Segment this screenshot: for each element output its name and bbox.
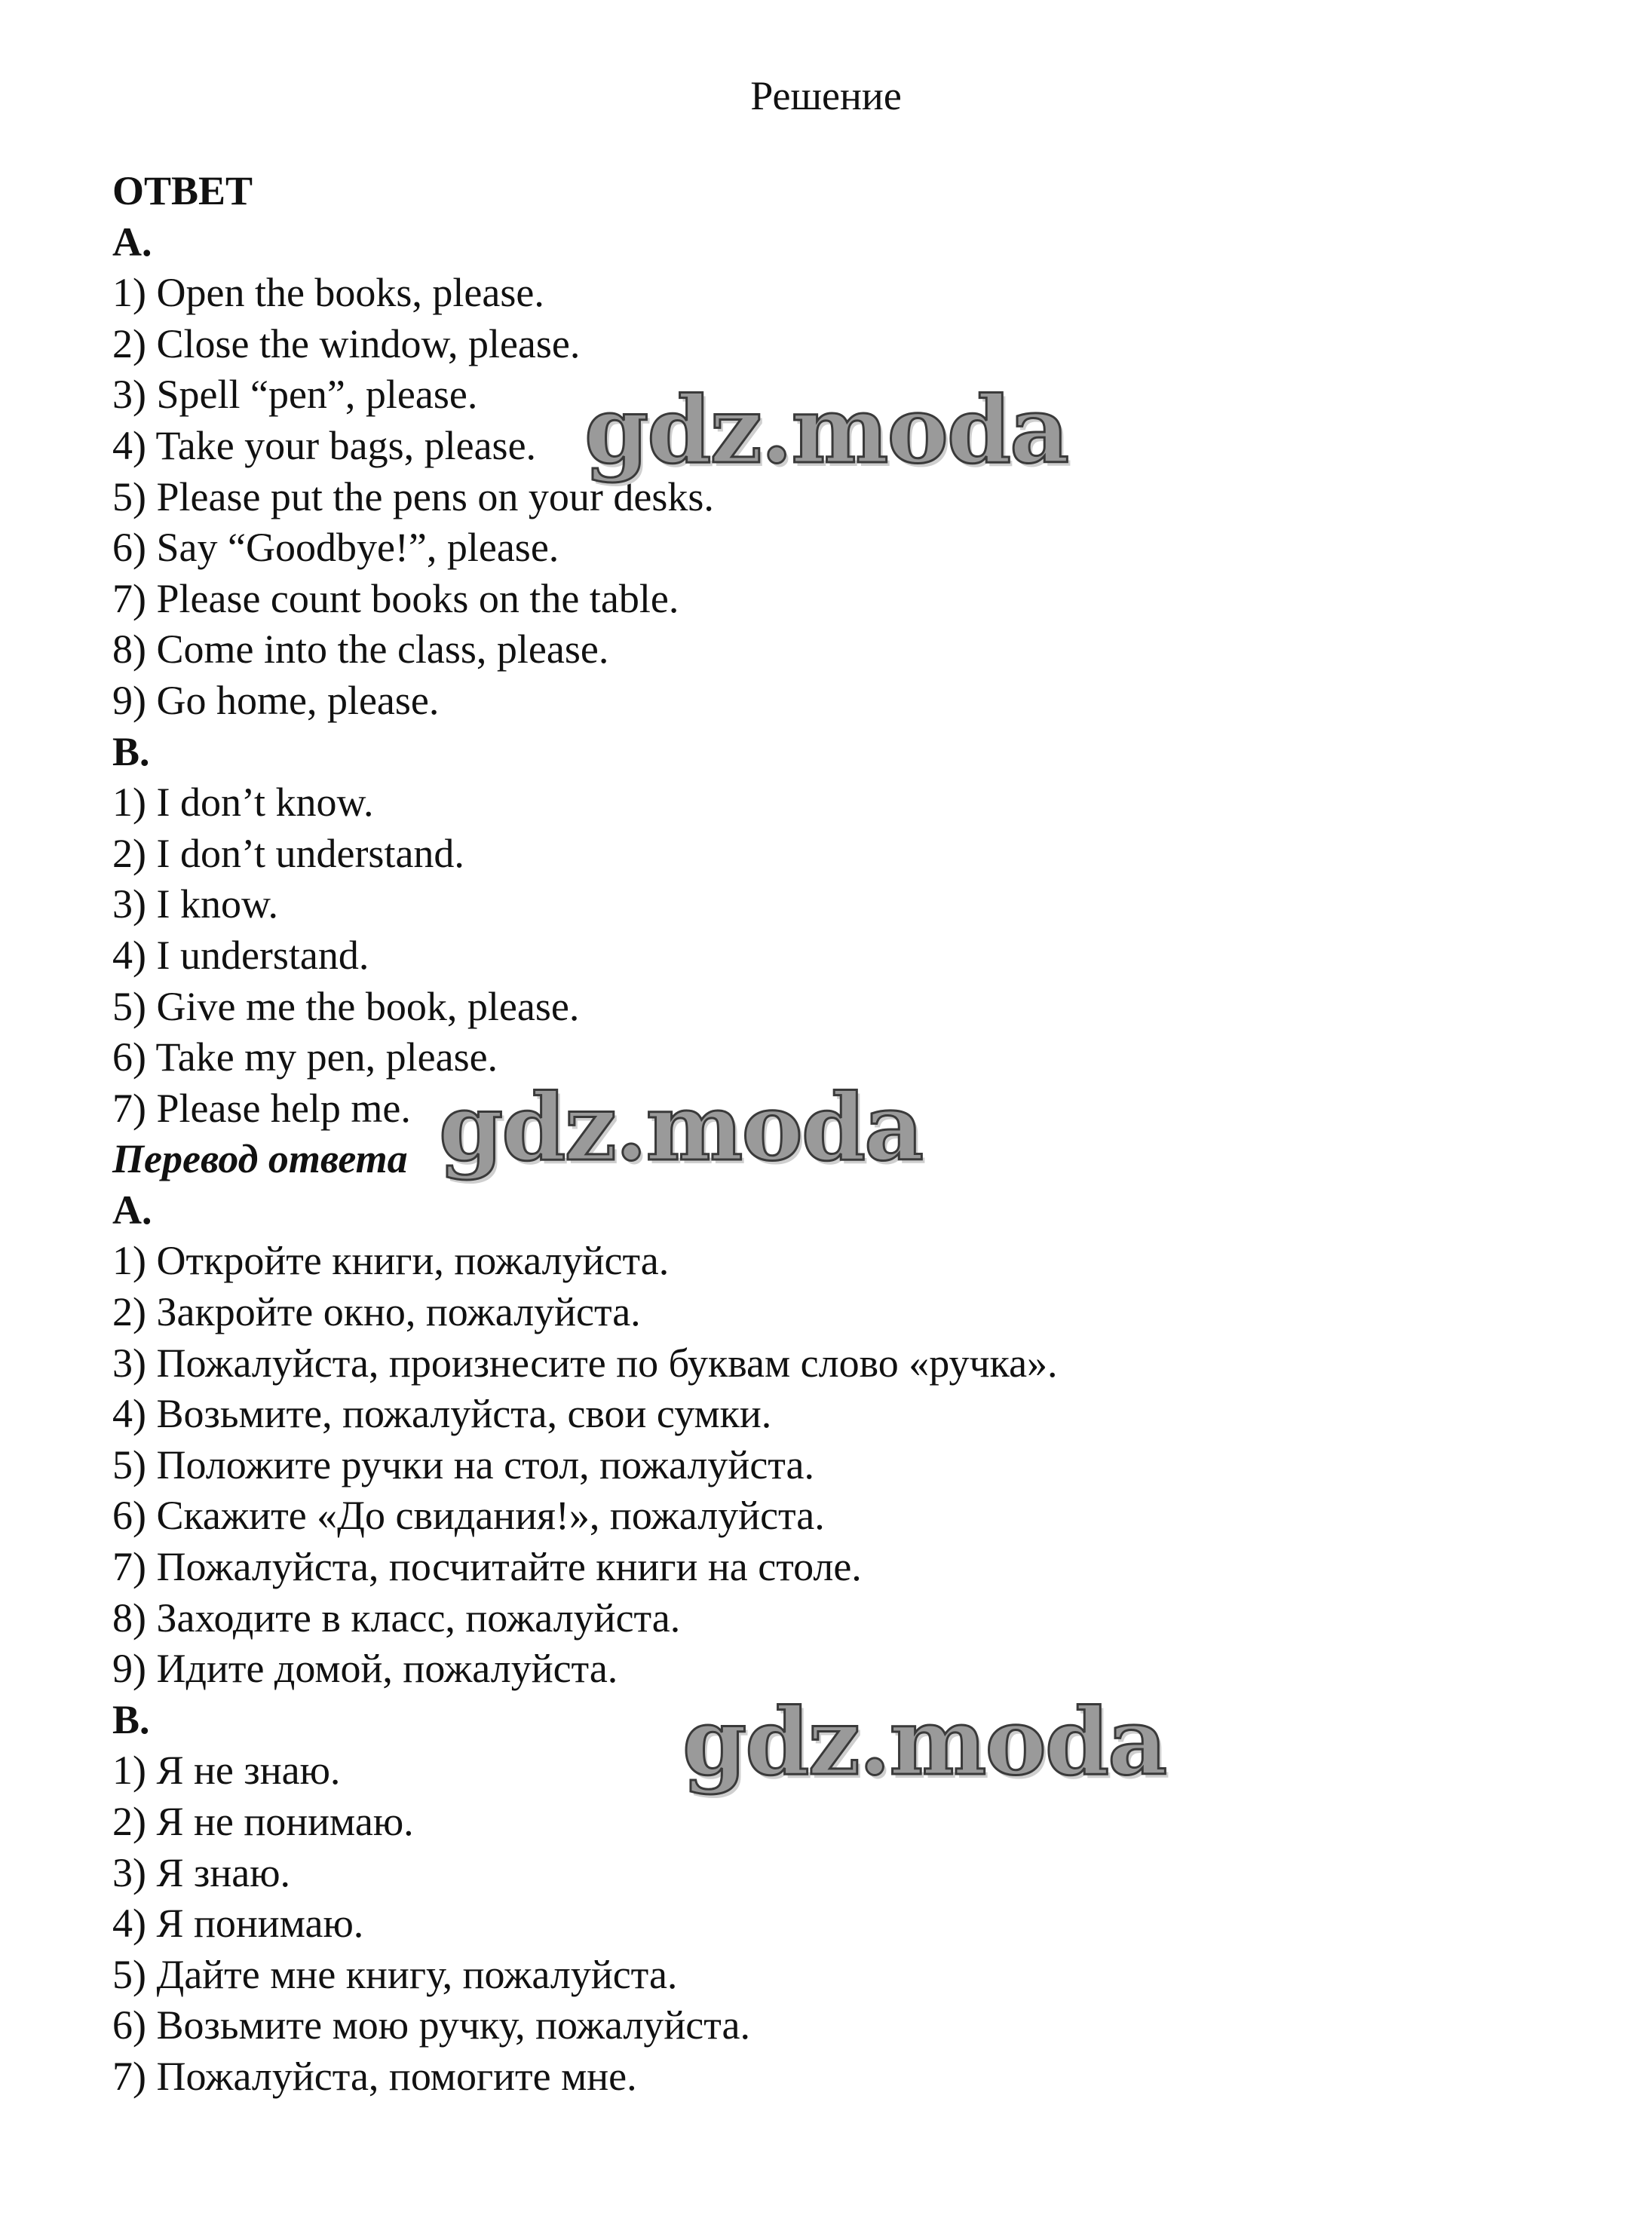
answer-a-item-6: 6) Say “Goodbye!”, please. xyxy=(112,525,559,571)
answer-b-item-2: 2) I don’t understand. xyxy=(112,830,464,876)
translation-a-item-4: 4) Возьмите, пожалуйста, свои сумки. xyxy=(112,1391,772,1437)
answer-a-item-1: 1) Open the books, please. xyxy=(112,270,544,316)
page-title: Решение xyxy=(750,73,902,118)
translation-heading: Перевод ответа xyxy=(112,1136,408,1182)
watermark-logo: gdz.moda xyxy=(584,375,1068,484)
translation-b-item-5: 5) Дайте мне книгу, пожалуйста. xyxy=(112,1951,678,1997)
answer-a-item-5: 5) Please put the pens on your desks. xyxy=(112,473,714,519)
answer-a-item-8: 8) Come into the class, please. xyxy=(112,627,609,672)
translation-a-item-3: 3) Пожалуйста, произнесите по буквам слово «ручка». xyxy=(112,1340,1058,1386)
translation-b-item-1: 1) Я не знаю. xyxy=(112,1748,341,1794)
translation-a-item-7: 7) Пожалуйста, посчитайте книги на столе. xyxy=(112,1544,862,1590)
answer-b-item-4: 4) I understand. xyxy=(112,932,369,978)
translation-b-item-2: 2) Я не понимаю. xyxy=(112,1799,414,1844)
section-b-label: B. xyxy=(112,728,150,774)
translation-a-item-2: 2) Закройте окно, пожалуйста. xyxy=(112,1289,641,1335)
answer-a-item-9: 9) Go home, please. xyxy=(112,677,440,723)
answer-b-item-7: 7) Please help me. xyxy=(112,1085,411,1131)
answer-b-item-5: 5) Give me the book, please. xyxy=(112,983,580,1029)
watermark-logo: gdz.moda xyxy=(682,1687,1166,1796)
translation-b-label: B. xyxy=(112,1696,150,1742)
answer-heading: ОТВЕТ xyxy=(112,168,253,213)
translation-a-item-5: 5) Положите ручки на стол, пожалуйста. xyxy=(112,1441,815,1487)
answer-b-item-6: 6) Take my pen, please. xyxy=(112,1034,498,1080)
translation-a-item-6: 6) Скажите «До свидания!», пожалуйста. xyxy=(112,1493,825,1539)
answer-a-item-3: 3) Spell “pen”, please. xyxy=(112,372,478,418)
translation-a-item-1: 1) Откройте книги, пожалуйста. xyxy=(112,1238,670,1284)
answer-a-item-4: 4) Take your bags, please. xyxy=(112,422,537,468)
translation-a-item-9: 9) Идите домой, пожалуйста. xyxy=(112,1646,618,1692)
translation-b-item-3: 3) Я знаю. xyxy=(112,1849,291,1895)
translation-a-label: A. xyxy=(112,1187,152,1233)
answer-a-item-2: 2) Close the window, please. xyxy=(112,320,581,366)
section-a-label: A. xyxy=(112,219,152,265)
answer-b-item-3: 3) I know. xyxy=(112,881,278,927)
answer-a-item-7: 7) Please count books on the table. xyxy=(112,575,679,621)
translation-b-item-4: 4) Я понимаю. xyxy=(112,1901,364,1947)
translation-b-item-7: 7) Пожалуйста, помогите мне. xyxy=(112,2053,637,2099)
translation-b-item-6: 6) Возьмите мою ручку, пожалуйста. xyxy=(112,2002,750,2048)
watermark-logo: gdz.moda xyxy=(439,1073,923,1181)
translation-a-item-8: 8) Заходите в класс, пожалуйста. xyxy=(112,1595,681,1641)
answer-b-item-1: 1) I don’t know. xyxy=(112,780,374,826)
